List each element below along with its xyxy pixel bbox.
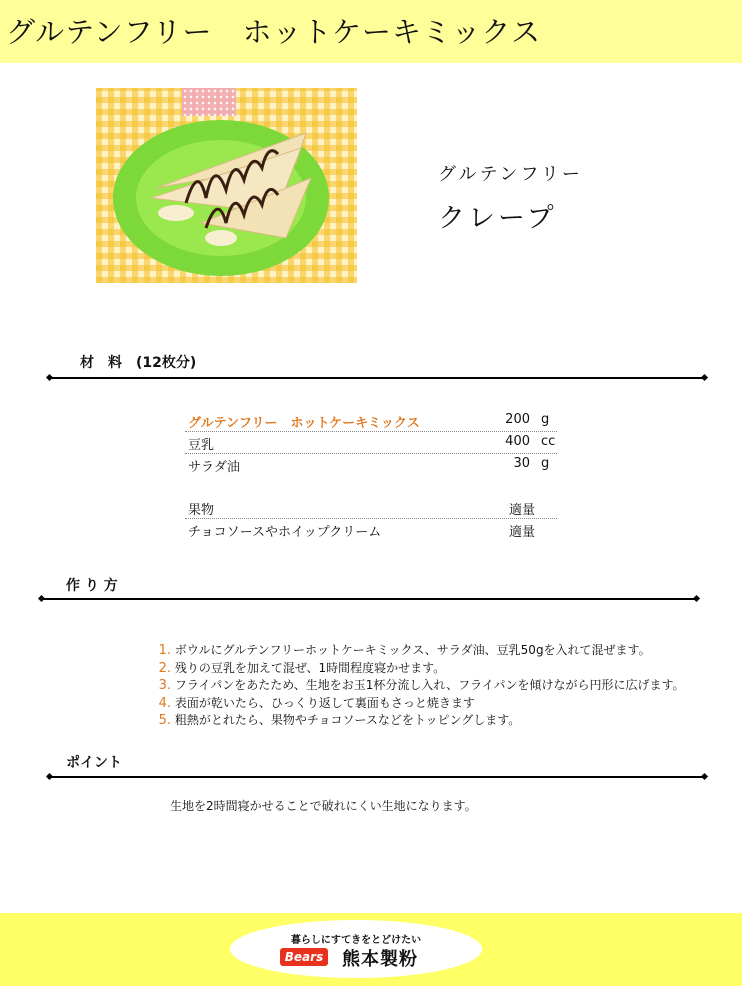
step-number: 5. — [158, 713, 171, 728]
step-text: 残りの豆乳を加えて混ぜ、1時間程度寝かせます。 — [174, 660, 446, 675]
step-item — [145, 659, 685, 677]
company-logo — [230, 920, 482, 978]
ingredient-unit: g — [541, 412, 550, 427]
footer-banner — [0, 913, 742, 986]
step-item — [145, 641, 685, 659]
step-item — [145, 676, 685, 694]
ingredient-name: グルテンフリー ホットケーキミックス — [188, 416, 420, 431]
ingredient-unit: g — [541, 456, 550, 471]
ingredient-qty: 200 — [505, 412, 530, 427]
ingredient-name: 豆乳 — [188, 438, 215, 453]
method-steps — [145, 641, 685, 729]
step-number: 4. — [158, 695, 171, 711]
ingredients-divider — [50, 377, 704, 379]
ingredient-name: 果物 — [188, 503, 215, 518]
ingredient-row — [185, 410, 557, 432]
crepe-illustration — [96, 88, 357, 283]
ingredient-row — [185, 497, 557, 519]
toppings-table — [185, 497, 557, 541]
ingredient-name: サラダ油 — [188, 460, 240, 475]
ingredients-heading: 材 料 (12枚分) — [80, 355, 197, 371]
footer-tagline: 暮らしにすてきをとどけたい — [290, 935, 422, 946]
method-heading: 作 り 方 — [66, 578, 118, 594]
recipe-name: クレープ — [438, 203, 557, 234]
ingredient-qty: 30 — [513, 456, 530, 471]
ingredients-table — [185, 410, 557, 476]
point-divider — [50, 776, 704, 778]
title-banner — [0, 0, 742, 63]
step-number: 3. — [158, 678, 171, 693]
ingredient-qty: 400 — [505, 434, 530, 449]
step-item — [145, 711, 685, 729]
ingredient-unit: cc — [541, 434, 556, 449]
point-heading: ポイント — [66, 755, 122, 771]
step-number: 1. — [158, 643, 171, 658]
ingredient-row — [185, 519, 557, 541]
ingredient-amount: 適量 — [509, 503, 536, 518]
ingredient-row — [185, 454, 557, 476]
step-number: 2. — [158, 660, 171, 676]
page-title: グルテンフリー ホットケーキミックス — [6, 15, 542, 49]
ingredient-name: チョコソースやホイップクリーム — [188, 525, 382, 540]
recipe-subtitle: グルテンフリー — [438, 164, 583, 185]
company-name: 熊本製粉 — [342, 949, 418, 970]
ingredient-amount: 適量 — [509, 525, 536, 540]
ingredient-row — [185, 432, 557, 454]
step-text: ボウルにグルテンフリーホットケーキミックス、サラダ油、豆乳50gを入れて混ぜます。 — [174, 643, 651, 657]
method-divider — [42, 598, 696, 600]
step-text: フライパンをあたため、生地をお玉1杯分流し入れ、フライパンを傾けながら円形に広げます。 — [174, 678, 685, 692]
step-text: 表面が乾いたら、ひっくり返して裏面もさっと焼きます — [174, 695, 475, 710]
step-text: 粗熱がとれたら、果物やチョコソースなどをトッピングします。 — [174, 713, 521, 727]
brand-logo: Bears — [280, 948, 328, 966]
step-item — [145, 694, 685, 712]
crepe-photo — [96, 88, 357, 283]
point-text: 生地を2時間寝かせることで破れにくい生地になります。 — [170, 799, 477, 813]
